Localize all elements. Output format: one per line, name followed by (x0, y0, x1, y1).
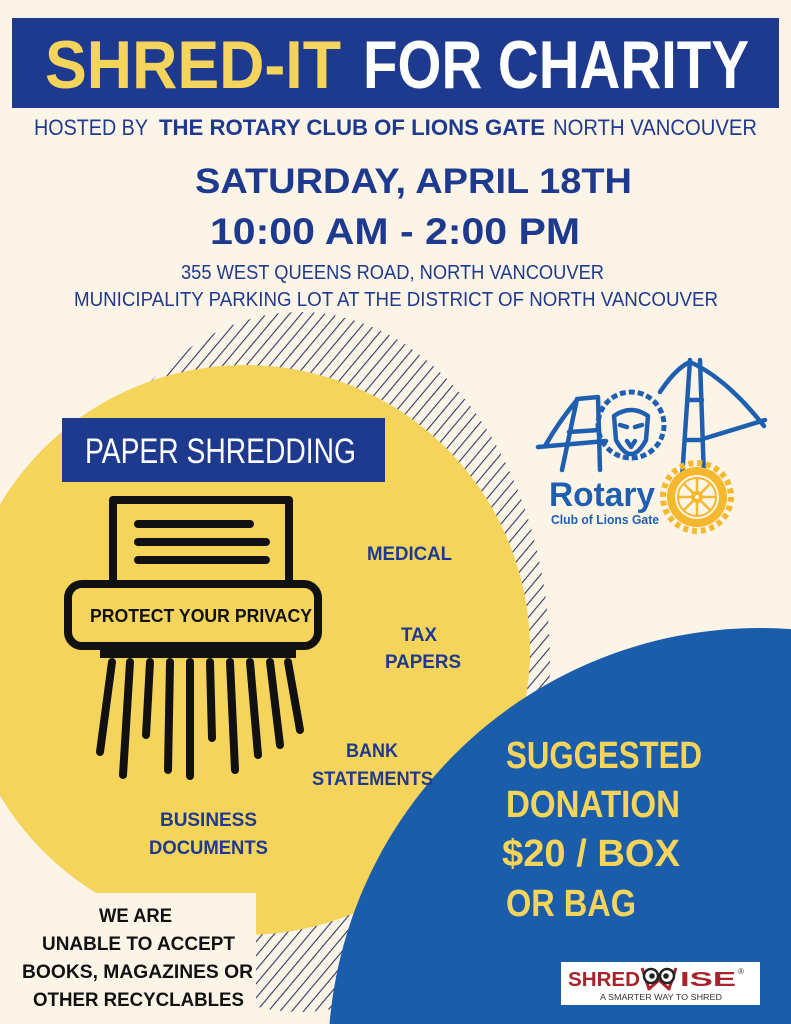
shredwise-name-right: ISE (680, 969, 736, 991)
hosted-by-org: THE ROTARY CLUB OF LIONS GATE (159, 115, 545, 140)
doc-type-tax-line2: PAPERS (385, 652, 461, 673)
shredder-label: PROTECT YOUR PRIVACY (90, 606, 312, 626)
title-for-charity: FOR CHARITY (363, 27, 749, 103)
doc-type-bank-line2: STATEMENTS (312, 769, 433, 790)
shredwise-name-left: SHRED (568, 969, 640, 991)
event-address-line2: MUNICIPALITY PARKING LOT AT THE DISTRICT OF NORTH VANCOUVER (74, 289, 718, 311)
hosted-by-prefix: HOSTED BY (34, 115, 149, 140)
donation-line: $20 / BOX (502, 833, 681, 875)
title-shred-it: SHRED-IT (45, 27, 341, 103)
restriction-line: OTHER RECYCLABLES (33, 990, 244, 1011)
restriction-line: BOOKS, MAGAZINES OR (22, 962, 254, 983)
doc-type-medical: MEDICAL (367, 544, 453, 565)
shred-strip (168, 662, 170, 770)
doc-type-business-line1: BUSINESS (160, 810, 257, 831)
hosted-by-suffix: NORTH VANCOUVER (553, 115, 757, 140)
shredwise-tagline: A SMARTER WAY TO SHRED (600, 993, 723, 1002)
service-heading: PAPER SHREDDING (85, 432, 356, 471)
rotary-subtitle: Club of Lions Gate (551, 512, 659, 527)
shred-strip (210, 662, 212, 738)
shred-strip (230, 662, 235, 770)
event-address-line1: 355 WEST QUEENS ROAD, NORTH VANCOUVER (181, 262, 604, 284)
rotary-name: Rotary (549, 476, 656, 514)
doc-type-tax-line1: TAX (401, 625, 438, 646)
restriction-line: WE ARE (99, 906, 172, 927)
doc-type-bank-line1: BANK (346, 741, 399, 762)
shredwise-logo (561, 962, 760, 1005)
doc-type-business-line2: DOCUMENTS (149, 838, 268, 859)
event-time: 10:00 AM - 2:00 PM (210, 211, 580, 252)
donation-line: SUGGESTED (506, 735, 702, 777)
donation-line: DONATION (506, 784, 680, 826)
event-date: SATURDAY, APRIL 18TH (195, 162, 632, 201)
shredder-slot (100, 646, 296, 658)
donation-line: OR BAG (506, 883, 636, 925)
shred-strip (146, 662, 150, 735)
restriction-line: UNABLE TO ACCEPT (42, 934, 236, 955)
shredwise-registered-mark: ® (738, 967, 744, 976)
